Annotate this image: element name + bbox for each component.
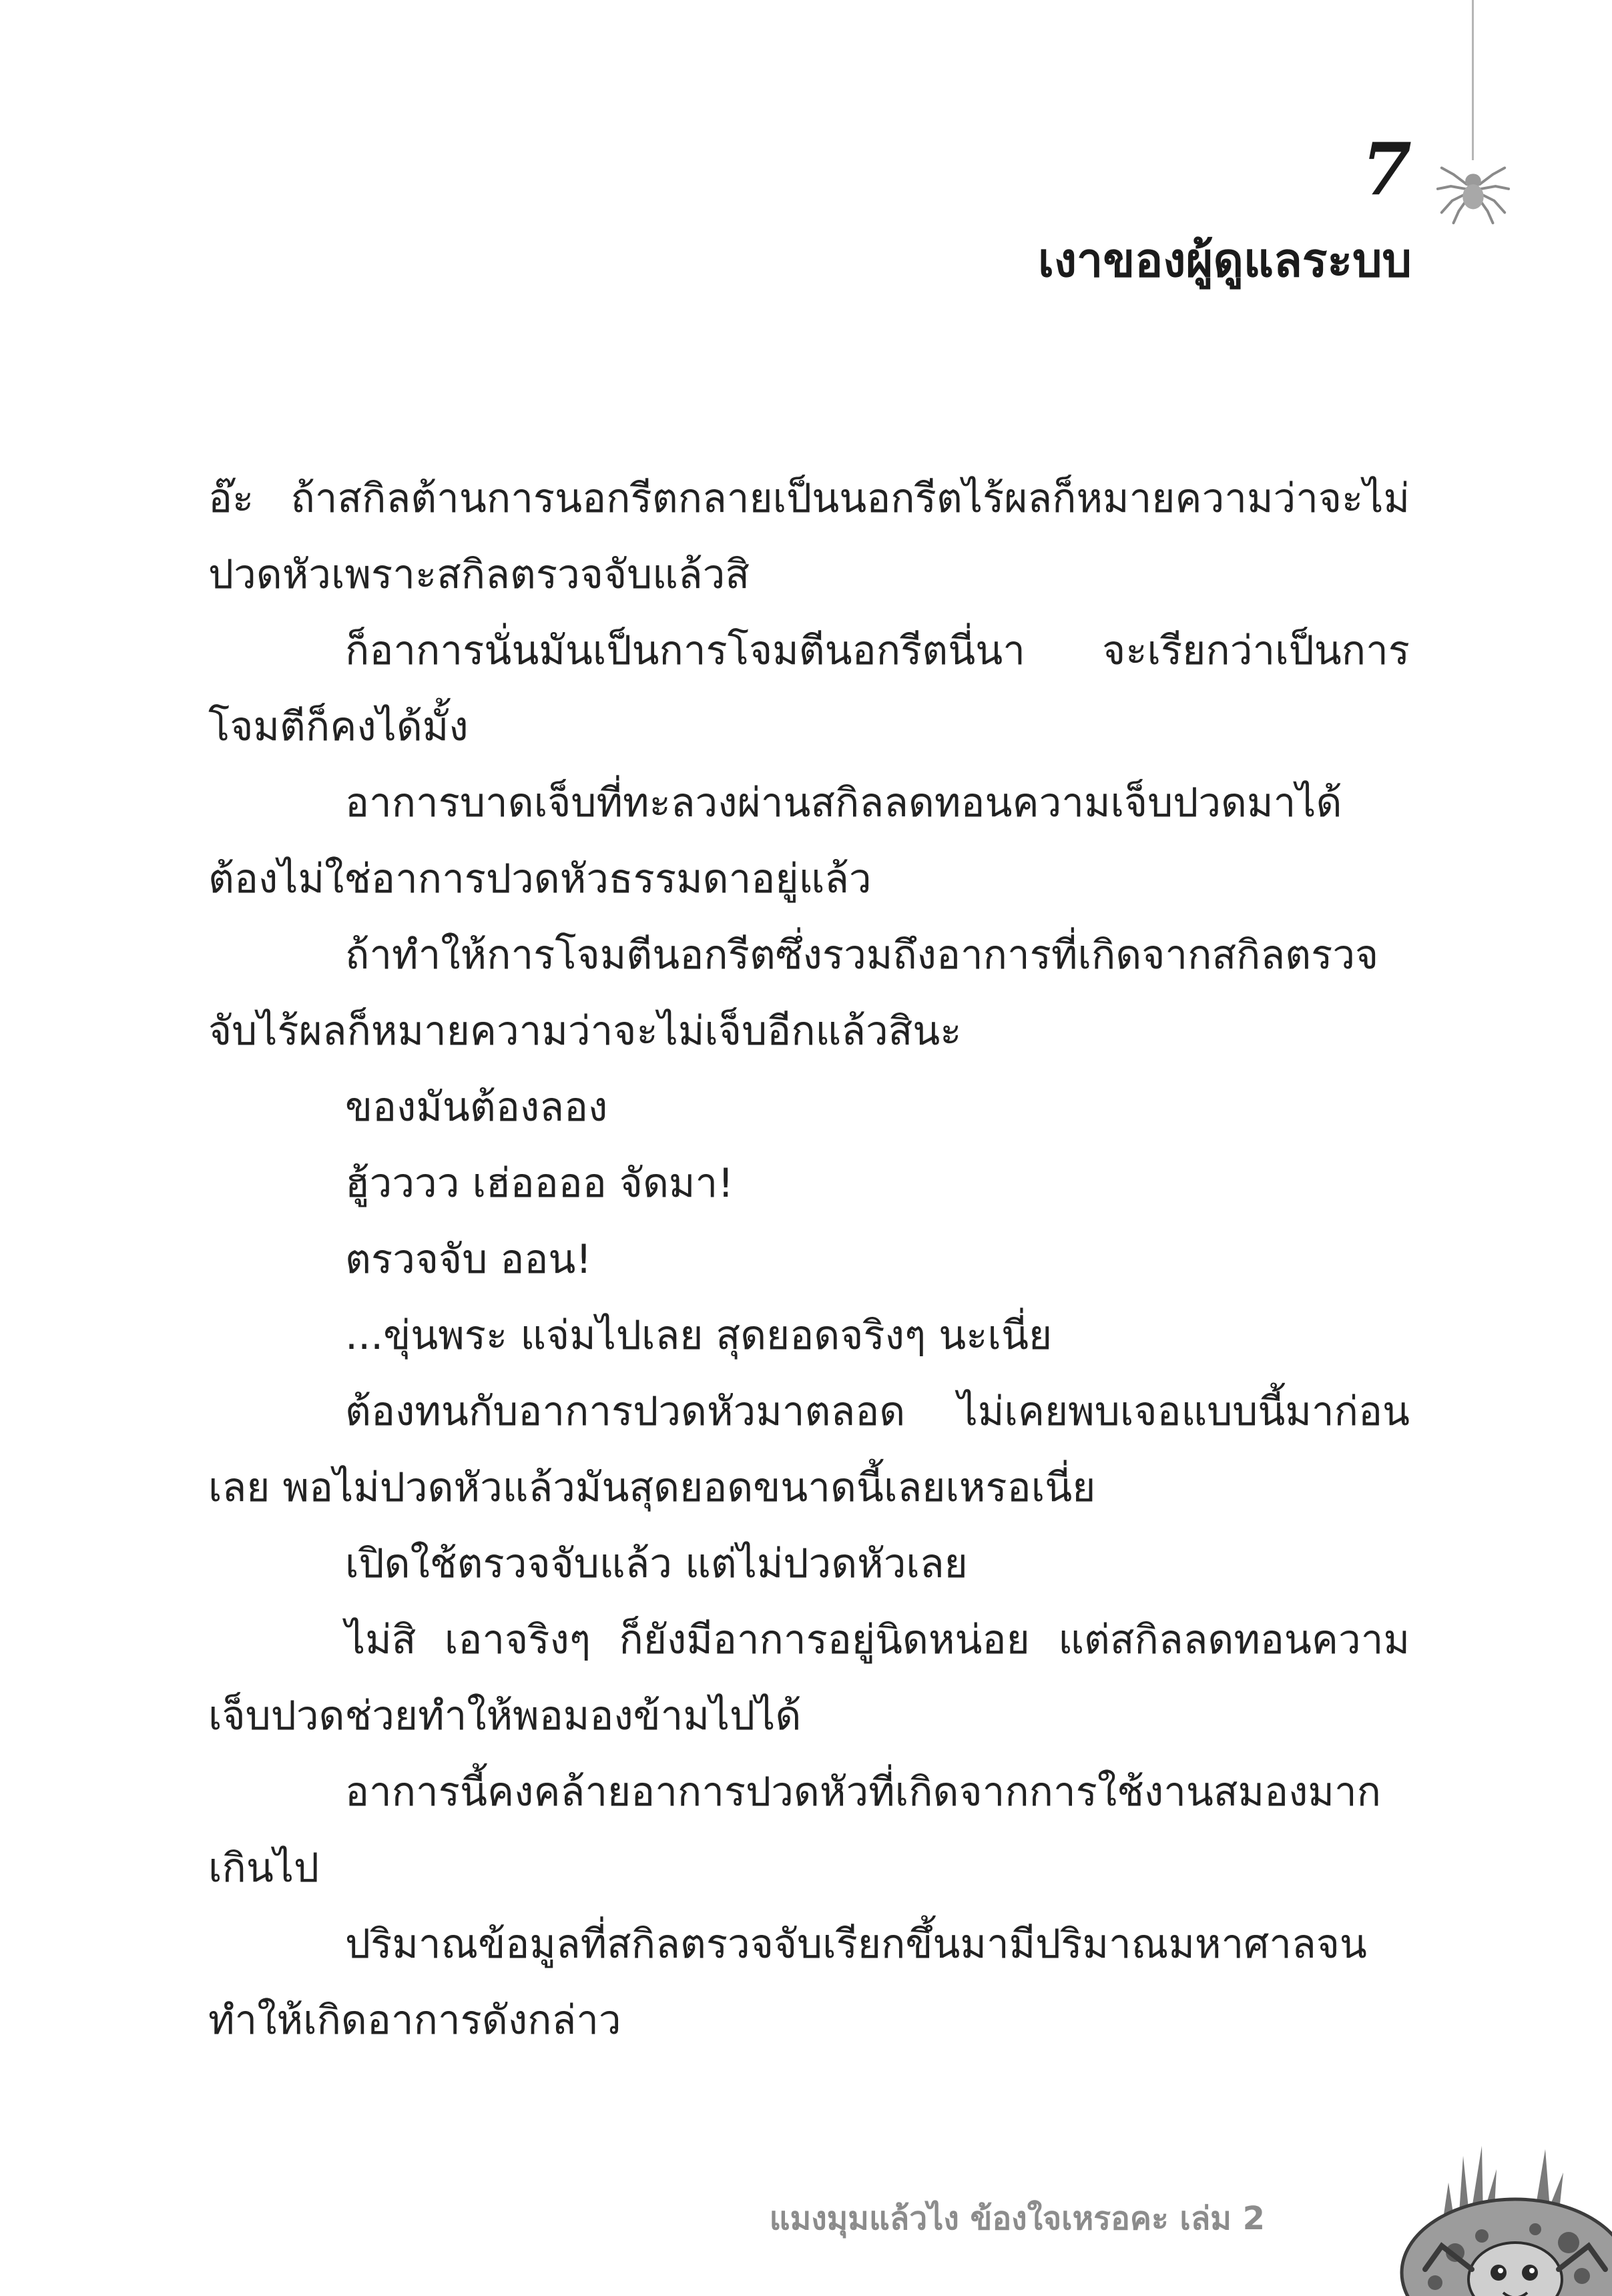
paragraph: ปริมาณข้อมูลที่สกิลตรวจจับเรียกขึ้นมามีปริมาณมหาศาลจนทำให้เกิดอาการดังกล่าว [208,1921,1367,2044]
chapter-title: เงาของผู้ดูแลระบบ [1037,233,1412,288]
spider-thread [1472,0,1474,160]
paragraph: เปิดใช้ตรวจจับแล้ว แต่ไม่ปวดหัวเลย [345,1540,968,1587]
paragraph: ก็อาการนั่นมันเป็นการโจมตีนอกรีตนี่นา จะเรียกว่าเป็นการโจมตีก็คงได้มั้ง [208,627,1410,750]
paragraph: อาการบาดเจ็บที่ทะลวงผ่านสกิลลดทอนความเจ็บปวดมาได้ต้องไม่ใช่อาการปวดหัวธรรมดาอยู่แล้ว [208,780,1342,902]
spider-icon [1434,148,1513,227]
chapter-number: 7 [1361,127,1412,212]
paragraph: ถ้าทำให้การโจมตีนอกรีตซึ่งรวมถึงอาการที่เกิดจากสกิลตรวจจับไร้ผลก็หมายความว่าจะไม่เจ็บอีกแล้วสินะ [208,932,1379,1055]
paragraph: อาการนี้คงคล้ายอาการปวดหัวที่เกิดจากการใช้งานสมองมากเกินไป [208,1769,1382,1892]
paragraph: ...ขุ่นพระ แจ่มไปเลย สุดยอดจริงๆ นะเนี่ย [345,1312,1053,1359]
paragraph: ฮู้วววว เฮ่ออออ จัดมา! [345,1160,734,1207]
paragraph: ของมันต้องลอง [345,1084,608,1131]
paragraph: ต้องทนกับอาการปวดหัวมาตลอด ไม่เคยพบเจอแบบนี้มาก่อนเลย พอไม่ปวดหัวแล้วมันสุดยอดขนาดนี้เลยเหรอเนี่ย [208,1388,1410,1511]
chapter-body [208,461,1410,2058]
footer-book-title: แมงมุมแล้วไง ข้องใจเหรอคะ เล่ม 2 [769,2200,1265,2237]
spider-mascot-icon [1315,2109,1612,2296]
paragraph: ตรวจจับ ออน! [345,1236,592,1283]
paragraph: ไม่สิ เอาจริงๆ ก็ยังมีอาการอยู่นิดหน่อย แต่สกิลลดทอนความเจ็บปวดช่วยทำให้พอมองข้ามไปได้ [208,1617,1410,1739]
paragraph: อ๊ะ ถ้าสกิลต้านการนอกรีตกลายเป็นนอกรีตไร้ผลก็หมายความว่าจะไม่ปวดหัวเพราะสกิลตรวจจับแล้วสิ [208,475,1410,598]
